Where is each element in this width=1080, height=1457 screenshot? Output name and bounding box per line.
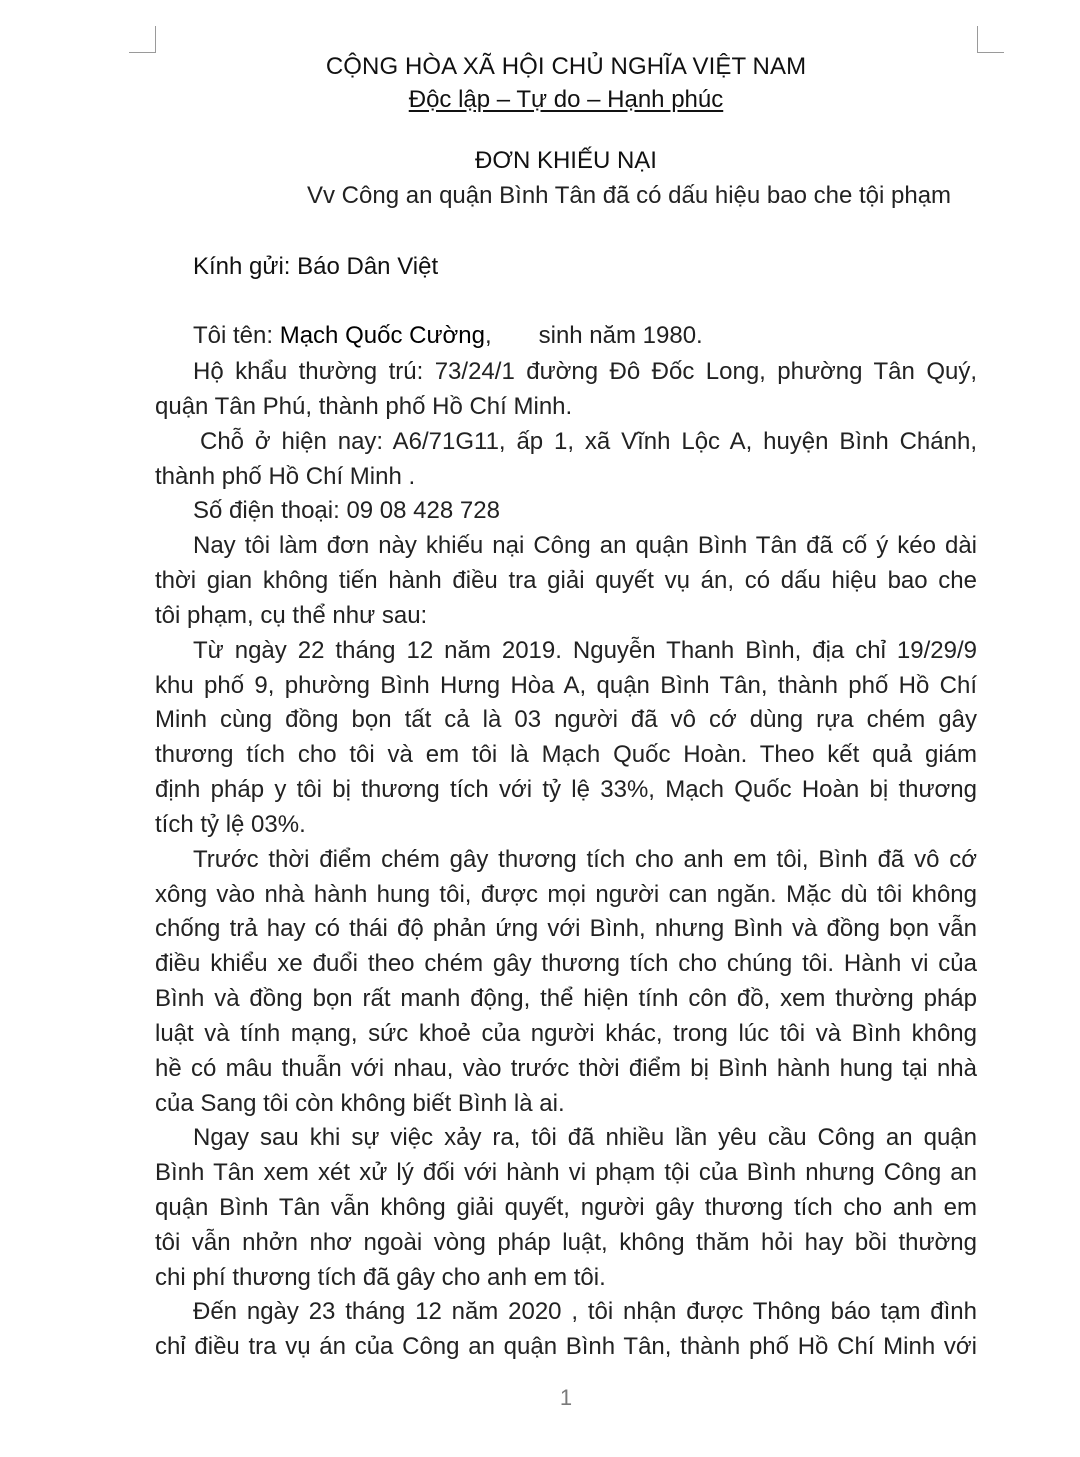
text-line: thành phố Hồ Chí Minh .: [155, 463, 416, 490]
nation-heading: CỘNG HÒA XÃ HỘI CHỦ NGHĨA VIỆT NAM: [325, 53, 807, 80]
name-prefix: Tôi tên:: [193, 322, 280, 349]
applicant-name-line: [193, 321, 977, 351]
crop-mark-top-left: [129, 26, 156, 53]
text-line: Số điện thoại: 09 08 428 728: [193, 497, 500, 524]
recipient-line: Kính gửi: Báo Dân Việt: [193, 253, 439, 280]
text-line: tôi phạm, cụ thể như sau:: [155, 602, 428, 629]
text-line: quận Tân Phú, thành phố Hồ Chí Minh.: [155, 393, 573, 420]
text-line: chống trả hay có thái độ phản ứng với Bình, nhưng Bình và đồng bọn vẫn: [155, 915, 977, 942]
text-line: điều khiểu xe đuổi theo chém gây thương tích cho chúng tôi. Hành vi của: [155, 950, 977, 977]
text-line: Bình và đồng bọn rất manh động, thể hiện tính côn đồ, xem thường pháp: [155, 985, 977, 1012]
text-line: Nay tôi làm đơn này khiếu nại Công an quận Bình Tân đã cố ý kéo dài: [193, 532, 977, 559]
text-line: thương tích cho tôi và em tôi là Mạch Quốc Hoàn. Theo kết quả giám: [155, 741, 977, 768]
motto: Độc lập – Tự do – Hạnh phúc: [408, 86, 724, 113]
text-line: Minh cùng đồng bọn tất cả là 03 người đã vô cớ dùng rựa chém gây: [155, 706, 977, 733]
text-line: luật và tính mạng, sức khoẻ của người khác, trong lúc tôi và Bình không: [155, 1020, 977, 1047]
text-line: thời gian không tiến hành điều tra giải quyết vụ án, có dấu hiệu bao che: [155, 567, 977, 594]
text-line: Từ ngày 22 tháng 12 năm 2019. Nguyễn Thanh Bình, địa chỉ 19/29/9: [193, 637, 977, 664]
text-line: Đến ngày 23 tháng 12 năm 2020 , tôi nhận được Thông báo tạm đình: [193, 1298, 977, 1325]
text-line: chi phí thương tích đã gây cho anh em tôi.: [155, 1264, 606, 1291]
crop-mark-top-right: [977, 26, 1004, 53]
text-line: khu phố 9, phường Bình Hưng Hòa A, quận Bình Tân, thành phố Hồ Chí: [155, 672, 977, 699]
text-line: tôi vẫn nhởn nhơ ngoài vòng pháp luật, không thăm hỏi hay bồi thường: [155, 1229, 977, 1256]
text-line: Chỗ ở hiện nay: A6/71G11, ấp 1, xã Vĩnh Lộc A, huyện Bình Chánh,: [200, 428, 977, 455]
document-title: ĐƠN KHIẾU NẠI: [475, 147, 657, 174]
text-line: Hộ khẩu thường trú: 73/24/1 đường Đô Đốc Long, phường Tân Quý,: [193, 358, 977, 385]
text-line: xông vào nhà hành hung tôi, được mọi người can ngăn. Mặc dù tôi không: [155, 881, 977, 908]
applicant-name: Mạch Quốc Cường: [279, 322, 485, 349]
text-line: Trước thời điểm chém gây thương tích cho anh em tôi, Bình đã vô cớ: [193, 846, 977, 873]
text-line: Ngay sau khi sự việc xảy ra, tôi đã nhiều lần yêu cầu Công an quận: [193, 1124, 977, 1151]
text-line: chỉ điều tra vụ án của Công an quận Bình Tân, thành phố Hồ Chí Minh với: [155, 1333, 977, 1360]
text-line: của Sang tôi còn không biết Bình là ai.: [155, 1090, 565, 1117]
name-suffix: ,: [484, 322, 492, 349]
text-line: hề có mâu thuẫn với nhau, vào trước thời điểm bị Bình hành hung tại nhà: [155, 1055, 977, 1082]
text-line: quận Bình Tân vẫn không giải quyết, người gây thương tích cho anh em: [155, 1194, 977, 1221]
text-line: định pháp y tôi bị thương tích với tỷ lệ 33%, Mạch Quốc Hoàn bị thương: [155, 776, 977, 803]
text-line: tích tỷ lệ 03%.: [155, 811, 306, 838]
page-number: 1: [559, 1385, 573, 1410]
text-line: Bình Tân xem xét xử lý đối với hành vi phạm tội của Bình nhưng Công an: [155, 1159, 977, 1186]
document-subject: Vv Công an quận Bình Tân đã có dấu hiệu bao che tội phạm: [307, 182, 952, 209]
birth-year: sinh năm 1980.: [538, 322, 703, 349]
